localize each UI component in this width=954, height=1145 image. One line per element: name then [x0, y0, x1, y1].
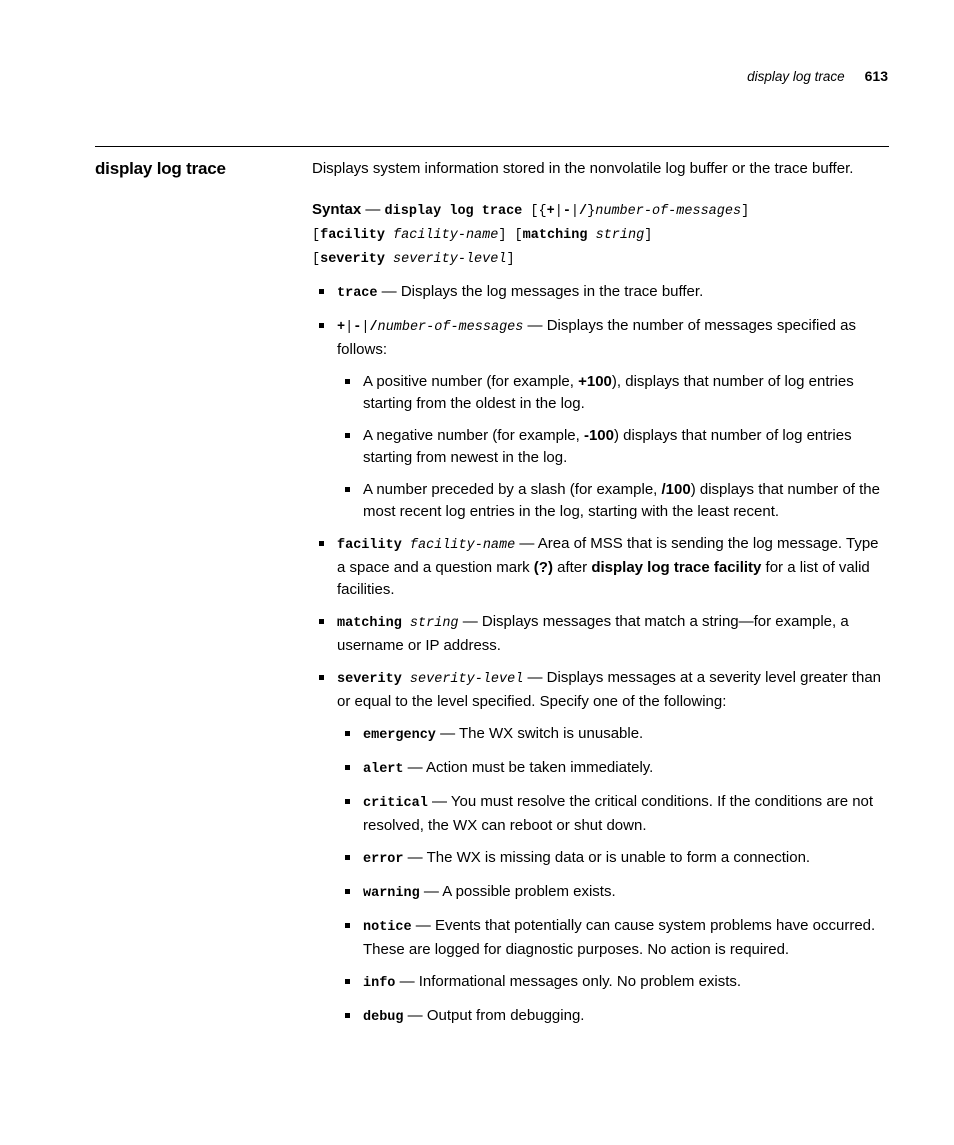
text-run: emergency [363, 728, 436, 743]
text-run: severity [337, 672, 402, 687]
list-item [312, 315, 888, 361]
bullet-icon [345, 979, 350, 984]
bullet-icon [319, 289, 324, 294]
text-run: string [595, 228, 645, 243]
command-title: display log trace [95, 159, 226, 178]
text-run: — A possible problem exists. [419, 883, 616, 900]
bullet-icon [319, 619, 324, 624]
text-run: string [409, 616, 459, 631]
text-run: ] [741, 204, 750, 219]
bullet-icon [345, 379, 350, 384]
text-run: — [361, 201, 385, 218]
text-run: [ [312, 228, 321, 243]
list-item-text [337, 667, 888, 713]
list-item-text [363, 971, 888, 995]
list-item-text [363, 847, 888, 871]
list-item [312, 479, 888, 523]
text-run: [ [312, 252, 321, 267]
page-header [747, 68, 888, 84]
text-run: (?) [533, 559, 553, 576]
text-run: — Area of MSS that is sending the log message. Type a space and a question mark [337, 535, 879, 576]
text-run: after [552, 559, 592, 576]
bullet-icon [319, 323, 324, 328]
text-run: error [363, 852, 404, 867]
text-run: ] [644, 228, 653, 243]
list-item-text [363, 915, 888, 961]
text-run: | [570, 204, 580, 219]
bullet-icon [345, 889, 350, 894]
list-item-text [363, 371, 888, 415]
text-run: facility-name [409, 538, 516, 553]
list-item-text [363, 1005, 888, 1029]
text-run: — The WX is missing data or is unable to form a connection. [403, 849, 811, 866]
list-item [312, 915, 888, 961]
list-item-text [363, 723, 888, 747]
list-item [312, 281, 888, 305]
left-column [95, 158, 312, 179]
list-item-text [337, 315, 888, 361]
text-run: Syntax [312, 201, 362, 218]
list-item [312, 757, 888, 781]
bullet-icon [319, 675, 324, 680]
list-item-text [337, 533, 888, 601]
text-run: ) displays that number of the most recent log entries in the log, starting with the least recent. [363, 481, 880, 520]
text-run: — Informational messages only. No problem exists. [395, 973, 742, 990]
text-run: -100 [583, 427, 614, 444]
text-run: — You must resolve the critical conditions. If the conditions are not resolved, the WX can reboot or shut down. [363, 793, 874, 834]
text-run: A positive number (for example, [363, 373, 579, 390]
text-run: notice [363, 920, 412, 935]
bullet-list [312, 281, 888, 1029]
text-run [385, 228, 393, 243]
text-run: alert [363, 762, 404, 777]
list-item [312, 847, 888, 871]
text-run: / [579, 204, 588, 219]
text-run: — Displays messages that match a string—for example, a username or IP address. [337, 613, 849, 654]
text-run: matching [522, 228, 588, 243]
text-run: for a list of valid facilities. [337, 559, 870, 598]
text-run: — Displays the number of messages specified as follows: [337, 317, 857, 358]
bullet-icon [345, 765, 350, 770]
bullet-icon [345, 855, 350, 860]
text-run: | [554, 204, 563, 219]
list-item-text [337, 281, 888, 305]
text-run [385, 252, 393, 267]
list-item [312, 611, 888, 657]
text-run: number-of-messages [595, 204, 742, 219]
list-item [312, 425, 888, 469]
list-item-text [363, 425, 888, 469]
text-run: } [587, 204, 596, 219]
list-item [312, 971, 888, 995]
list-item-text [363, 479, 888, 523]
text-run: - [562, 204, 571, 219]
list-item [312, 881, 888, 905]
text-run: warning [363, 886, 420, 901]
text-run: - [353, 320, 362, 335]
bullet-icon [345, 433, 350, 438]
list-item [312, 533, 888, 601]
text-run: — Output from debugging. [403, 1007, 585, 1024]
text-run: facility [337, 538, 402, 553]
bullet-icon [345, 1013, 350, 1018]
text-run: critical [363, 796, 428, 811]
text-run: / [369, 320, 378, 335]
text-run [402, 616, 410, 631]
list-item-text [363, 791, 888, 837]
text-run: + [337, 320, 346, 335]
text-run: ] [506, 252, 515, 267]
text-run: matching [337, 616, 402, 631]
text-run: | [361, 320, 370, 335]
text-run: debug [363, 1010, 404, 1025]
text-run: /100 [661, 481, 691, 498]
text-run [402, 538, 410, 553]
text-run: facility [320, 228, 385, 243]
text-run: A negative number (for example, [363, 427, 584, 444]
text-run: ) displays that number of log entries starting from newest in the log. [363, 427, 852, 466]
syntax-block [312, 199, 888, 271]
text-run: A number preceded by a slash (for example, [363, 481, 662, 498]
intro-paragraph: Displays system information stored in the nonvolatile log buffer or the trace buffer. [312, 160, 854, 177]
text-run: display log trace [384, 204, 523, 219]
text-run: — Displays the log messages in the trace buffer. [377, 283, 704, 300]
text-run: — Events that potentially can cause system problems have occurred. These are logged for diagnostic purposes. No action is required. [363, 917, 876, 958]
text-run: trace [337, 286, 378, 301]
list-item [312, 371, 888, 415]
text-run: — Action must be taken immediately. [403, 759, 654, 776]
text-run: | [345, 320, 354, 335]
right-column [312, 158, 888, 1029]
text-run: number-of-messages [377, 320, 524, 335]
list-item [312, 667, 888, 713]
bullet-icon [319, 541, 324, 546]
page-number: 613 [864, 68, 888, 84]
text-run: +100 [578, 373, 612, 390]
text-run: severity-level [409, 672, 524, 687]
text-run: ), displays that number of log entries starting from the oldest in the log. [363, 373, 854, 412]
bullet-icon [345, 923, 350, 928]
text-run: [{ [522, 204, 547, 219]
text-run: — The WX switch is unusable. [435, 725, 644, 742]
bullet-icon [345, 731, 350, 736]
list-item [312, 723, 888, 747]
text-run: — Displays messages at a severity level greater than or equal to the level specified. Specify one of the following: [337, 669, 881, 710]
list-item-text [337, 611, 888, 657]
text-run: + [546, 204, 555, 219]
section-divider [95, 146, 889, 147]
text-run: display log trace facility [591, 559, 762, 576]
bullet-icon [345, 487, 350, 492]
text-run [587, 228, 595, 243]
text-run: facility-name [393, 228, 499, 243]
list-item-text [363, 881, 888, 905]
text-run: severity-level [393, 252, 507, 267]
content-grid [95, 158, 888, 1029]
text-run: severity [320, 252, 385, 267]
running-title: display log trace [747, 69, 845, 84]
text-run [402, 672, 410, 687]
bullet-icon [345, 799, 350, 804]
list-item [312, 1005, 888, 1029]
list-item [312, 791, 888, 837]
list-item-text [363, 757, 888, 781]
text-run: info [363, 976, 396, 991]
text-run: ] [ [498, 228, 523, 243]
